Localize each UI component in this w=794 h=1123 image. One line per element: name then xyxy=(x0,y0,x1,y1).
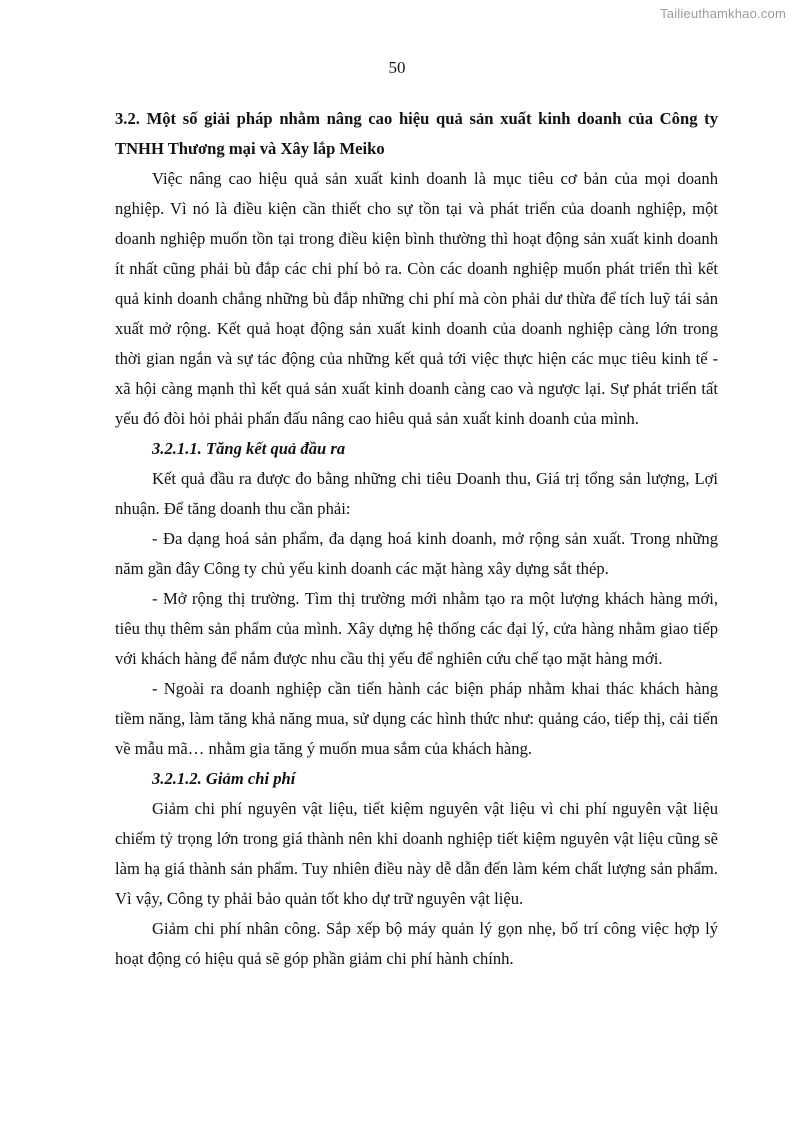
paragraph: Giảm chi phí nhân công. Sắp xếp bộ máy quản lý gọn nhẹ, bố trí công việc hợp lý hoạt động có hiệu quả sẽ góp phần giảm chi phí hành chính. xyxy=(115,919,718,968)
paragraph: Kết quả đầu ra được đo bằng những chi tiêu Doanh thu, Giá trị tổng sản lượng, Lợi nhuận. Để tăng doanh thu cần phải: xyxy=(115,469,718,518)
list-item: - Ngoài ra doanh nghiệp cần tiến hành các biện pháp nhằm khai thác khách hàng tiềm năng, làm tăng khả năng mua, sử dụng các hình thức như: quảng cáo, tiếp thị, cải tiến về mẫu mã… nhằm gia tăng ý muốn mua sắm của khách hàng. xyxy=(115,679,718,758)
list-item: - Đa dạng hoá sản phẩm, đa dạng hoá kinh doanh, mở rộng sản xuất. Trong những năm gần đây Công ty chủ yếu kinh doanh các mặt hàng xây dựng sắt thép. xyxy=(115,529,718,578)
intro-paragraph: Việc nâng cao hiệu quả sản xuất kinh doanh là mục tiêu cơ bản của mọi doanh nghiệp. Vì nó là điều kiện cần thiết cho sự tồn tại và phát triển của doanh nghiệp, một doanh nghiệp muốn tồn tại trong điều kiện bình thường thì hoạt động sản xuất kinh doanh ít nhất cũng phải bù đắp các chi phí bỏ ra. Còn các doanh nghiệp muốn phát triển thì kết quả kinh doanh chẳng những bù đắp những chi phí mà còn phải dư thừa để tích luỹ tái sản xuất mở rộng. Kết quả hoạt động sản xuất kinh doanh của doanh nghiệp càng lớn trong thời gian ngắn và sự tác động của những kết quả tới việc thực hiện các mục tiêu kinh tế - xã hội càng mạnh thì kết quả sản xuất kinh doanh càng cao và ngược lại. Sự phát triển tất yếu đó đòi hỏi phải phấn đấu nâng cao hiêu quả sản xuất kinh doanh của mình. xyxy=(115,169,718,428)
subsection-heading-costs: 3.2.1.2. Giảm chi phí xyxy=(152,769,296,788)
paragraph: Giảm chi phí nguyên vật liệu, tiết kiệm nguyên vật liệu vì chi phí nguyên vật liệu chiếm tỷ trọng lớn trong giá thành nên khi doanh nghiệp tiết kiệm nguyên vật liệu cũng sẽ làm hạ giá thành sản phẩm. Tuy nhiên điều này dễ dẫn đến làm kém chất lượng sản phẩm. Vì vậy, Công ty phải bảo quản tốt kho dự trữ nguyên vật liệu. xyxy=(115,799,718,908)
subsection-heading-output: 3.2.1.1. Tăng kết quả đầu ra xyxy=(152,439,346,458)
section-heading: 3.2. Một số giải pháp nhằm nâng cao hiệu quả sản xuất kinh doanh của Công ty TNHH Thương mại và Xây lắp Meiko xyxy=(115,109,718,158)
document-body xyxy=(115,104,718,974)
list-item: - Mở rộng thị trường. Tìm thị trường mới nhằm tạo ra một lượng khách hàng mới, tiêu thụ thêm sản phẩm của mình. Xây dựng hệ thống các đại lý, cửa hàng nhằm giao tiếp với khách hàng để nắm được nhu cầu thị yếu để nghiên cứu chế tạo mặt hàng mới. xyxy=(115,589,718,668)
watermark: Tailieuthamkhao.com xyxy=(660,6,786,21)
page-number: 50 xyxy=(388,58,406,77)
